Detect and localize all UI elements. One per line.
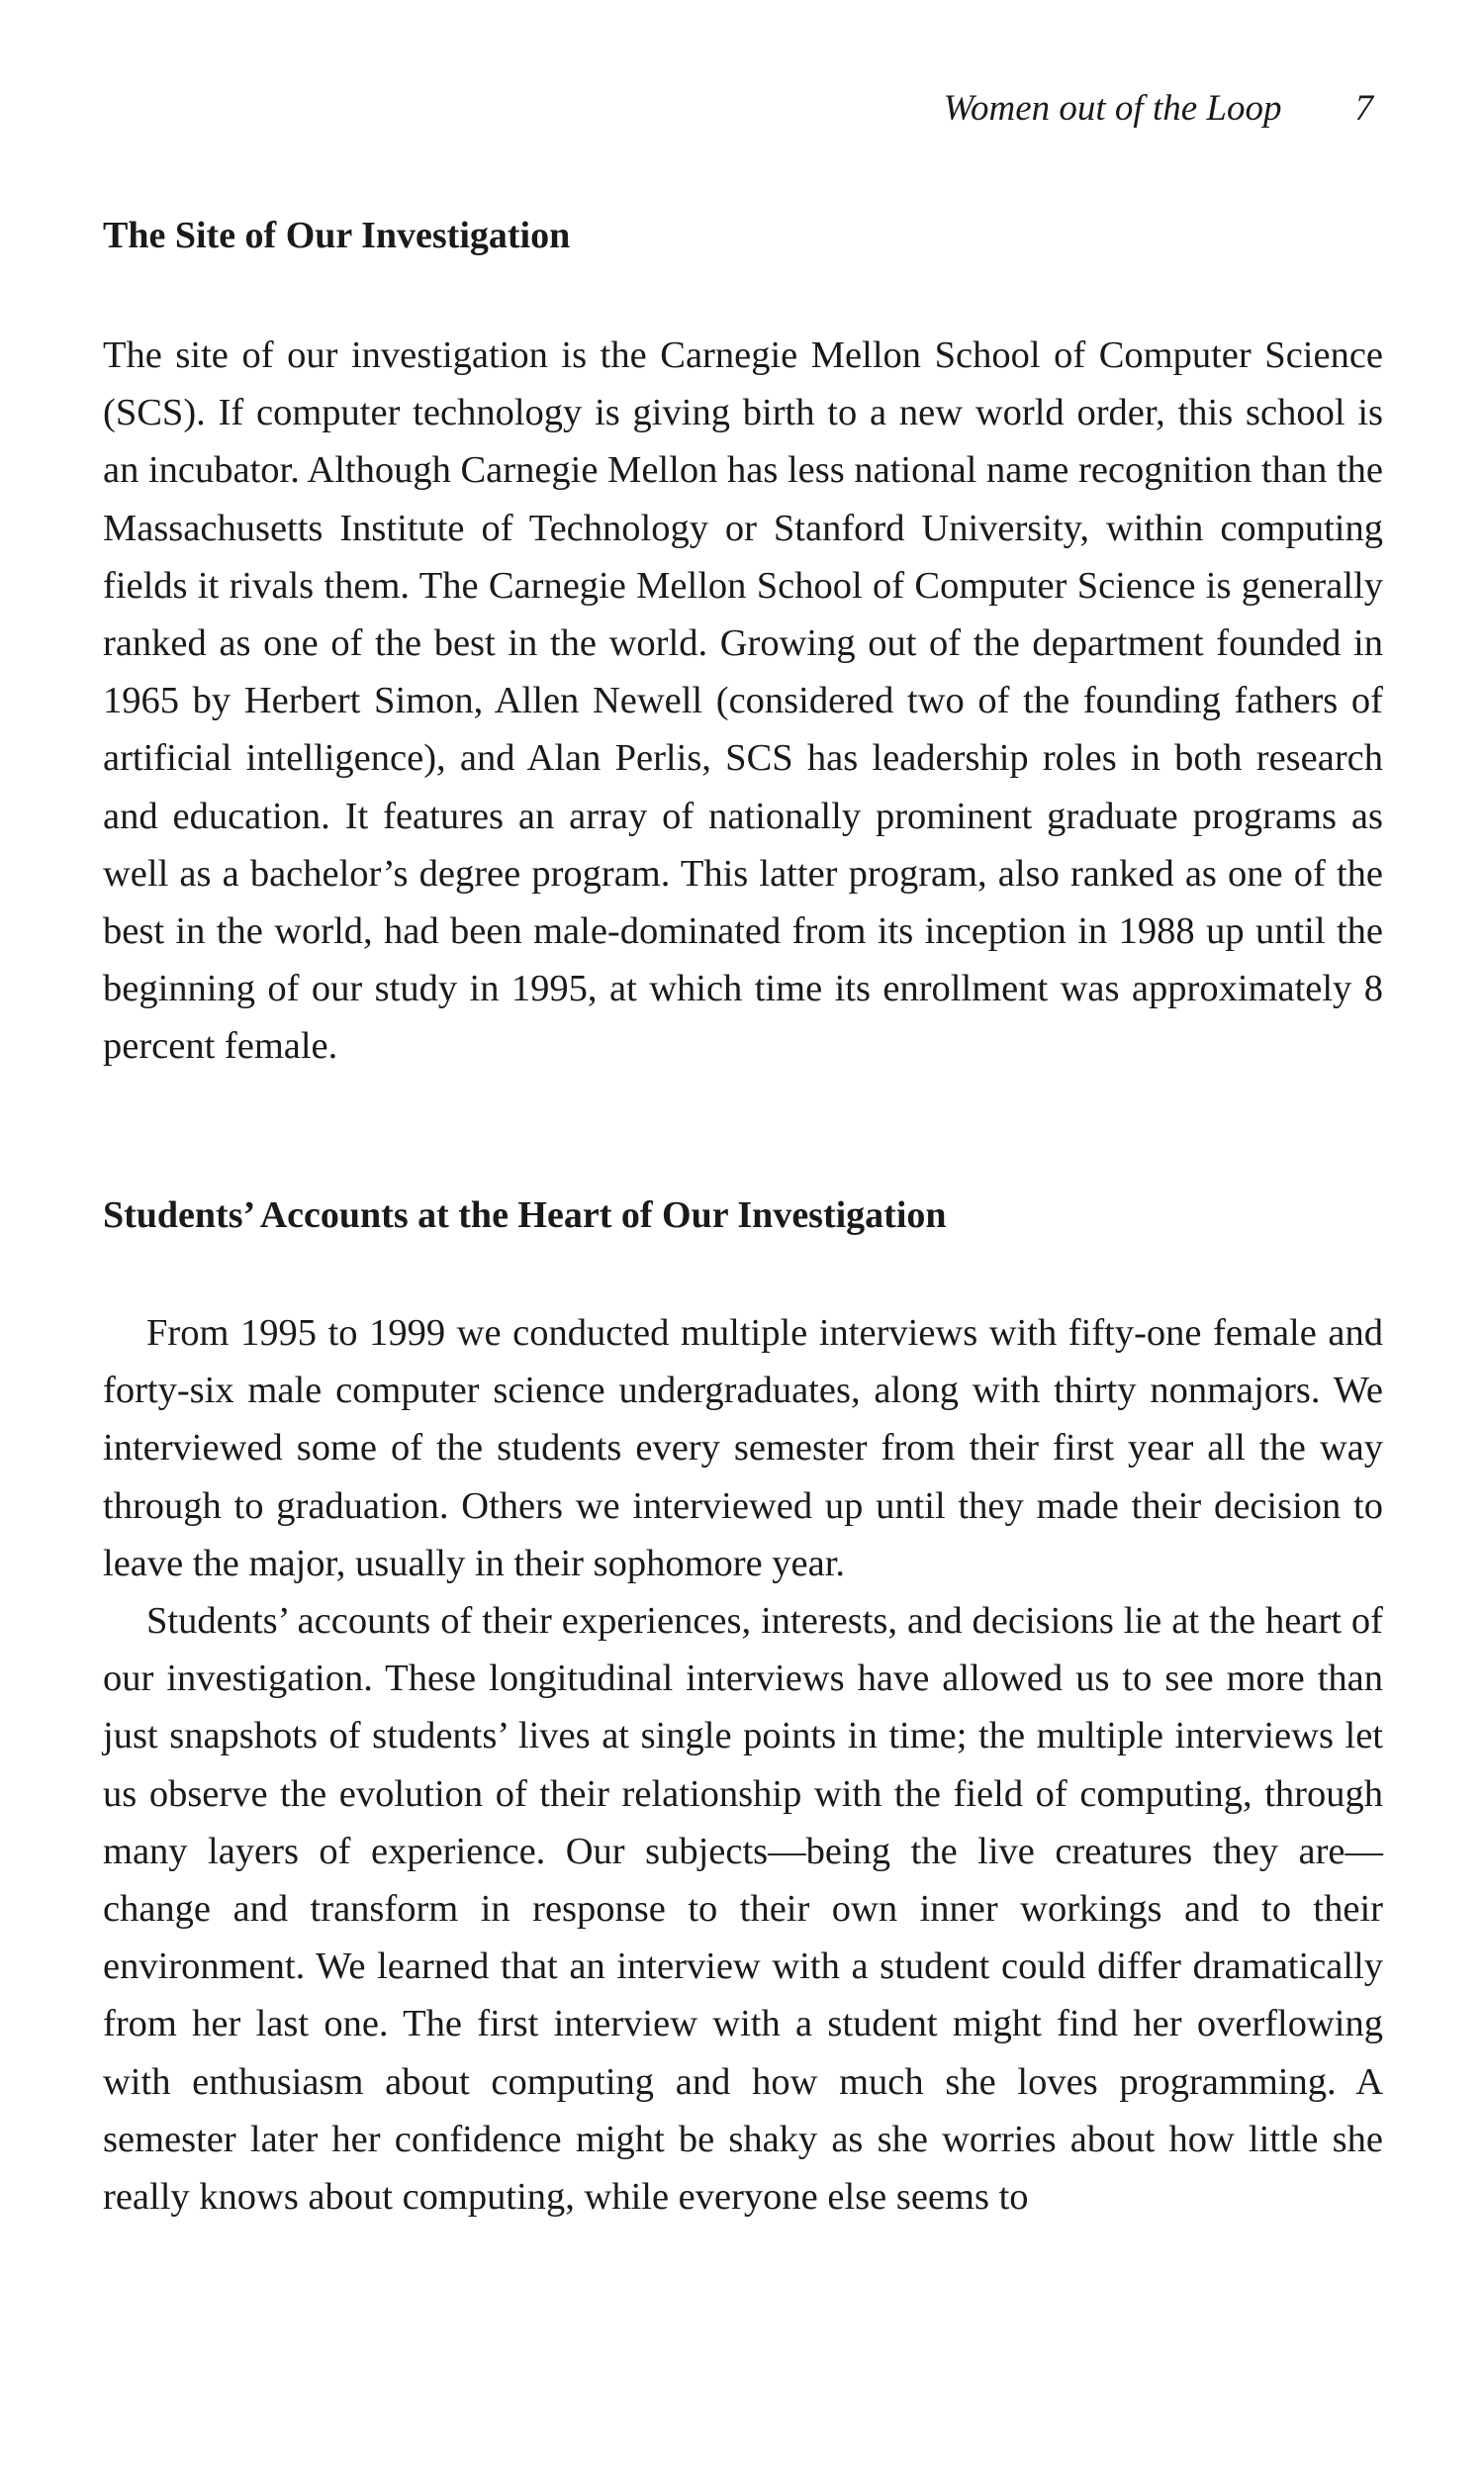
section-heading-site: The Site of Our Investigation [103,215,571,256]
paragraph: From 1995 to 1999 we conducted multiple interviews with fifty-one female and forty-six male computer science undergraduates, along with thirty nonmajors. We interviewed some of the students every semester from their first year all the way through to graduation. Others we interviewed up until they made their decision to leave the major, usually in their sophomore year. [103,1312,1383,1584]
section-body-students-accounts [103,1304,1383,2226]
running-head-title: Women out of the Loop [943,88,1282,129]
page-number: 7 [1354,88,1373,129]
paragraph: Students’ accounts of their experiences, interests, and decisions lie at the heart of our investigation. These longitudinal interviews have allowed us to see more than just snapshots of students’ lives at single points in time; the multiple interviews let us observe the evolution of their relationship with the field of computing, through many layers of experience. Our subjects—being the live creatures they are—change and transform in response to their own inner workings and to their environment. We learned that an interview with a student could differ dramatically from her last one. The first interview with a student might find her overflowing with enthusiasm about computing and how much she loves programming. A semester later her confidence might be shaky as she worries about how little she really knows about computing, while everyone else seems to [103,1600,1383,2219]
section-heading-students-accounts: Students’ Accounts at the Heart of Our Investigation [103,1194,947,1236]
running-head [944,87,1373,137]
section-body-site [103,327,1383,1076]
paragraph: The site of our investigation is the Carnegie Mellon School of Computer Science (SCS). If computer technology is giving birth to a new world order, this school is an incubator. Although Carnegie Mellon has less national name recognition than the Massachusetts Institute of Technology or Stanford University, within computing fields it rivals them. The Carnegie Mellon School of Computer Science is generally ranked as one of the best in the world. Growing out of the department founded in 1965 by Herbert Simon, Allen Newell (considered two of the founding fathers of artificial intelligence), and Alan Perlis, SCS has leadership roles in both research and education. It features an array of nationally prominent graduate programs as well as a bachelor’s degree program. This latter program, also ranked as one of the best in the world, had been male-dominated from its inception in 1988 up until the beginning of our study in 1995, at which time its enrollment was approximately 8 percent female. [103,334,1383,1068]
